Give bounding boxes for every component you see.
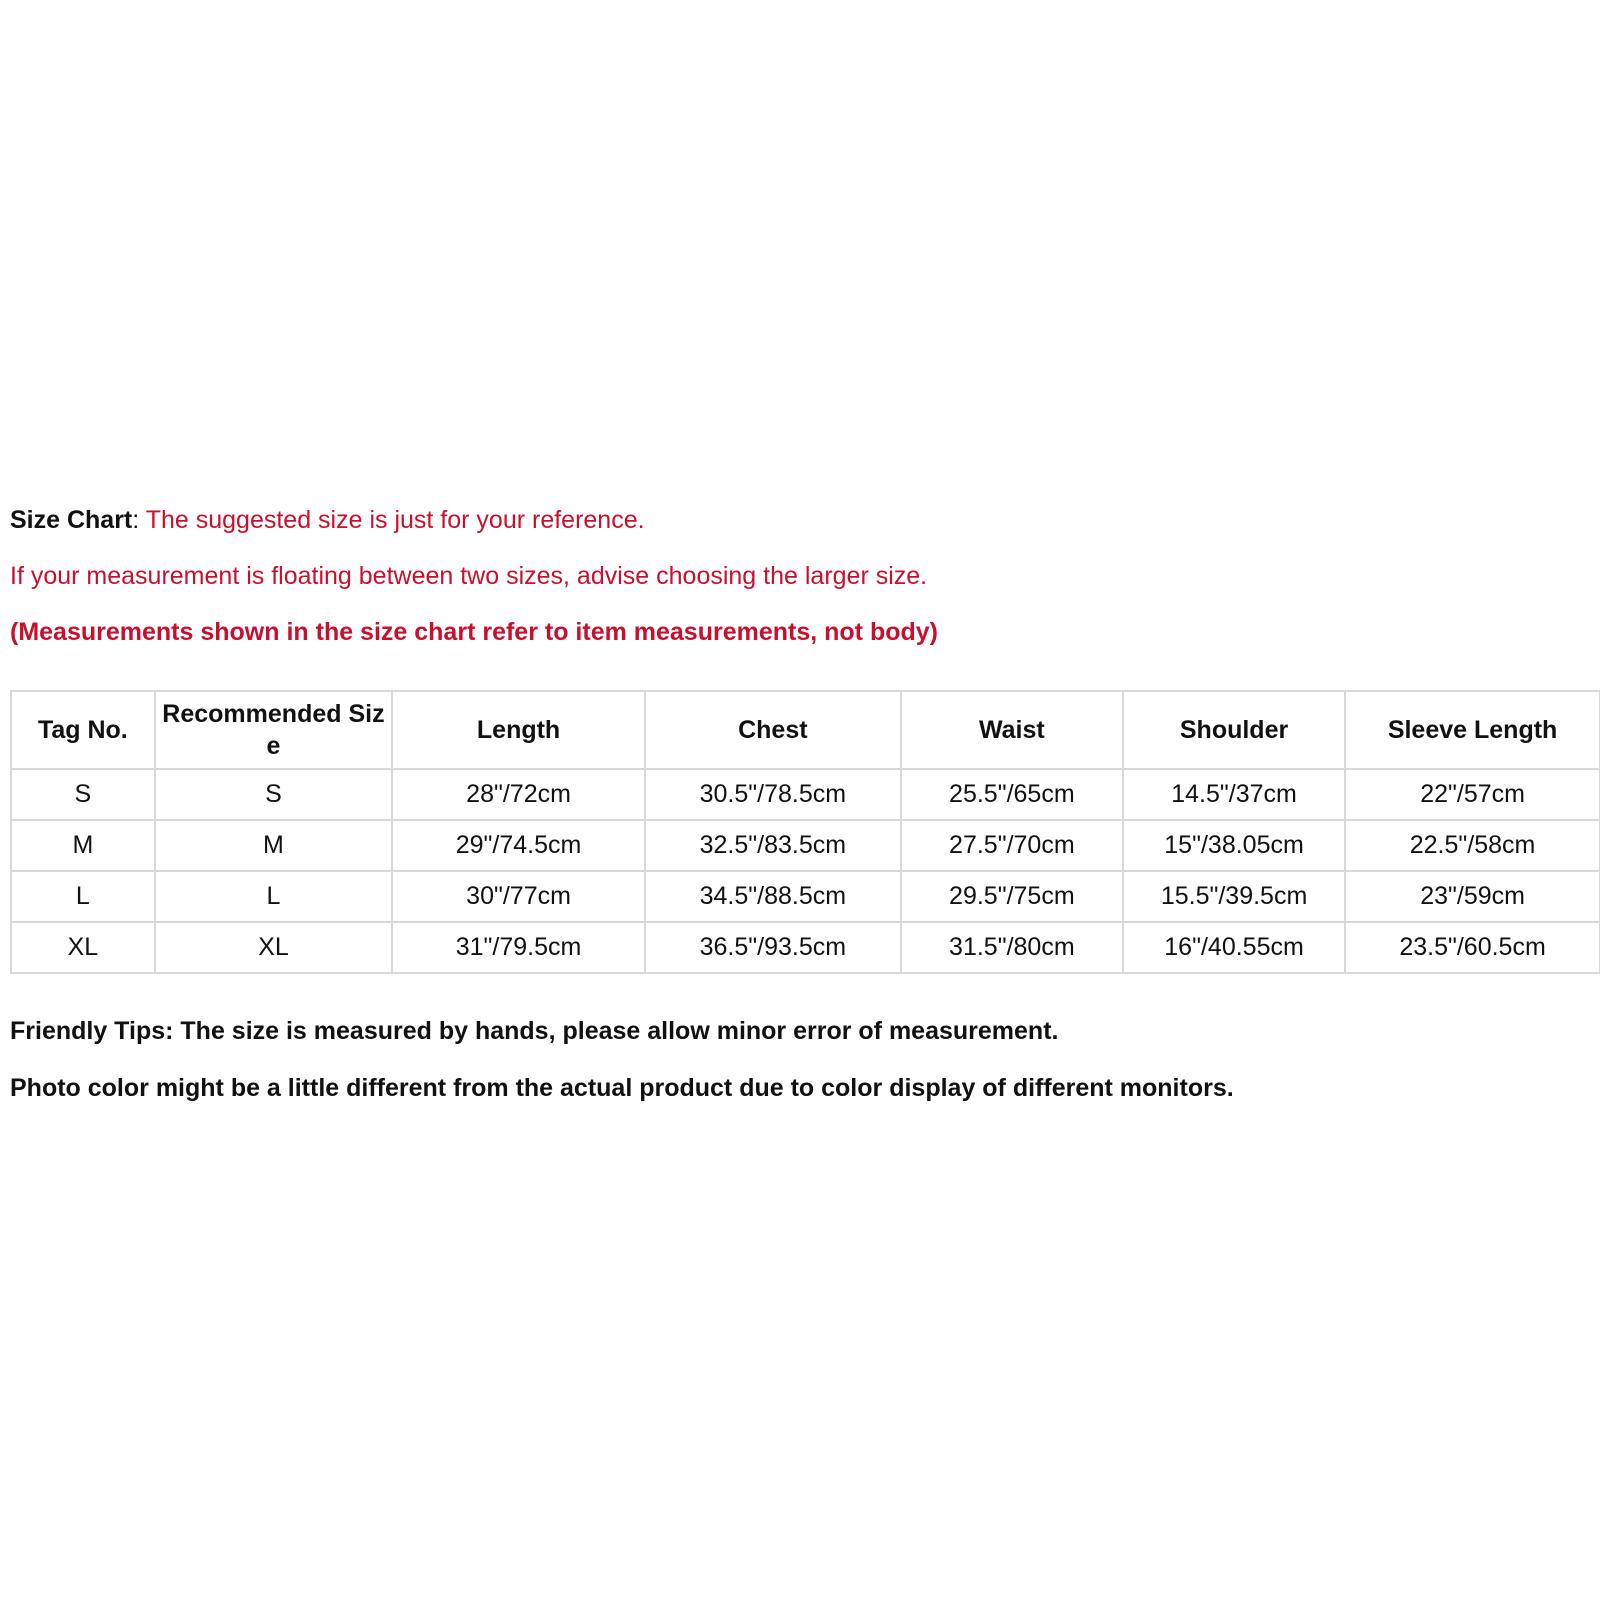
cell-sleeve-length: 22.5"/58cm: [1345, 820, 1600, 871]
cell-waist: 29.5"/75cm: [901, 871, 1123, 922]
friendly-tips: [10, 1011, 1590, 1125]
cell-recommended-size: M: [155, 820, 392, 871]
header-chest: Chest: [645, 691, 901, 769]
cell-length: 31"/79.5cm: [392, 922, 645, 973]
cell-sleeve-length: 23.5"/60.5cm: [1345, 922, 1600, 973]
header-tag-no: Tag No.: [11, 691, 155, 769]
cell-chest: 34.5"/88.5cm: [645, 871, 901, 922]
cell-length: 29"/74.5cm: [392, 820, 645, 871]
cell-recommended-size: XL: [155, 922, 392, 973]
cell-recommended-size: L: [155, 871, 392, 922]
cell-chest: 36.5"/93.5cm: [645, 922, 901, 973]
size-reference-note: The suggested size is just for your reference.: [139, 506, 645, 534]
floating-size-note: If your measurement is floating between two sizes, advise choosing the larger size.: [10, 562, 928, 590]
header-recommended-size: Recommended Size: [155, 691, 392, 769]
cell-shoulder: 15.5"/39.5cm: [1123, 871, 1345, 922]
size-chart-colon: :: [132, 506, 140, 534]
size-chart-table: [10, 690, 1600, 974]
cell-length: 30"/77cm: [392, 871, 645, 922]
cell-shoulder: 14.5"/37cm: [1123, 769, 1345, 820]
size-chart-heading-line: [10, 500, 1590, 540]
cell-chest: 32.5"/83.5cm: [645, 820, 901, 871]
cell-recommended-size: S: [155, 769, 392, 820]
table-row: [11, 922, 1600, 973]
table-row: [11, 769, 1600, 820]
cell-tag-no: S: [11, 769, 155, 820]
table-header-row: [11, 691, 1600, 769]
cell-chest: 30.5"/78.5cm: [645, 769, 901, 820]
size-chart-label: Size Chart: [10, 506, 133, 534]
cell-shoulder: 15"/38.05cm: [1123, 820, 1345, 871]
table-row: [11, 820, 1600, 871]
tip-photo-color: Photo color might be a little different from the actual product due to color display of different monitors.: [10, 1074, 1234, 1102]
header-length: Length: [392, 691, 645, 769]
cell-tag-no: M: [11, 820, 155, 871]
cell-sleeve-length: 23"/59cm: [1345, 871, 1600, 922]
size-chart-intro: [10, 500, 1590, 668]
header-shoulder: Shoulder: [1123, 691, 1345, 769]
cell-sleeve-length: 22"/57cm: [1345, 769, 1600, 820]
tip-measured-by-hands: Friendly Tips: The size is measured by hands, please allow minor error of measurement.: [10, 1017, 1059, 1045]
measurement-note: (Measurements shown in the size chart refer to item measurements, not body): [10, 618, 938, 646]
cell-tag-no: L: [11, 871, 155, 922]
cell-waist: 27.5"/70cm: [901, 820, 1123, 871]
header-sleeve-length: Sleeve Length: [1345, 691, 1600, 769]
cell-waist: 31.5"/80cm: [901, 922, 1123, 973]
header-waist: Waist: [901, 691, 1123, 769]
cell-shoulder: 16"/40.55cm: [1123, 922, 1345, 973]
table-body: [11, 769, 1600, 973]
table-row: [11, 871, 1600, 922]
table-header: [11, 691, 1600, 769]
cell-waist: 25.5"/65cm: [901, 769, 1123, 820]
cell-length: 28"/72cm: [392, 769, 645, 820]
cell-tag-no: XL: [11, 922, 155, 973]
